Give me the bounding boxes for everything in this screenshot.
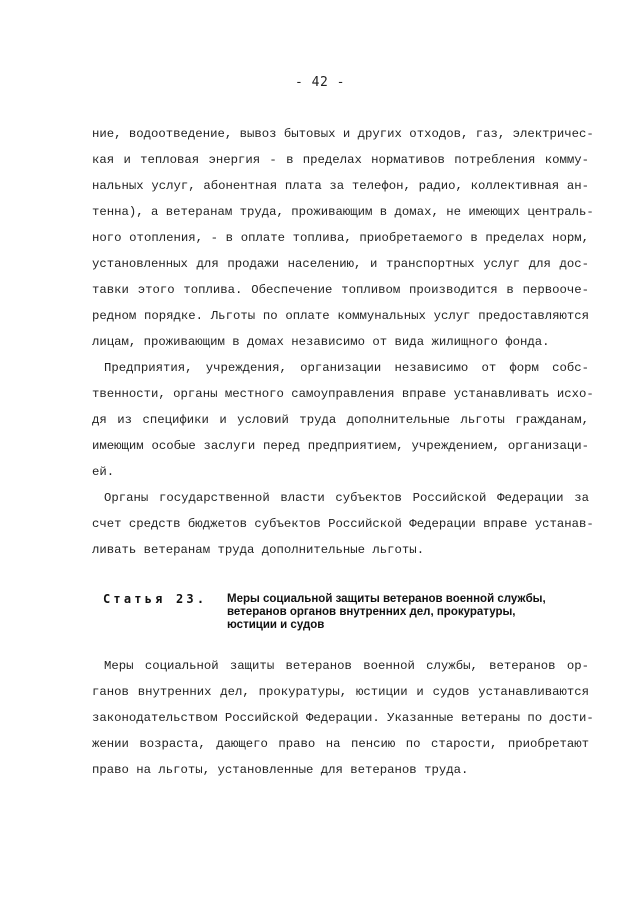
paragraph-enterprises	[92, 355, 594, 485]
article-title-line: ветеранов органов внутренних дел, прокуратуры,	[227, 606, 516, 618]
text-line: дя из специфики и условий труда дополнительные льготы гражданам,	[92, 413, 589, 427]
text-line: имеющим особые заслуги перед предприятием, учреждением, организаци-	[92, 439, 589, 453]
article-title-line: юстиции и судов	[227, 619, 325, 631]
paragraph-state-authorities	[92, 485, 594, 563]
text-line: ганов внутренних дел, прокуратуры, юстиции и судов устанавливаются	[92, 685, 589, 699]
text-line: счет средств бюджетов субъектов Российской Федерации вправе устанав-	[92, 517, 594, 531]
article-label: Статья 23.	[103, 592, 208, 606]
text-line: нальных услуг, абонентная плата за телефон, радио, коллективная ан-	[92, 179, 589, 193]
text-line: ливать ветеранам труда дополнительные льготы.	[92, 543, 425, 557]
text-line: ей.	[92, 465, 115, 479]
paragraph-utilities	[92, 121, 594, 355]
text-line: лицам, проживающим в домах независимо от вида жилищного фонда.	[92, 335, 550, 349]
page-number: - 42 -	[295, 75, 345, 90]
text-line: право на льготы, установленные для ветеранов труда.	[92, 763, 469, 777]
paragraph-military-veterans	[92, 653, 594, 783]
text-line: ного отопления, - в оплате топлива, приобретаемого в пределах норм,	[92, 231, 589, 245]
text-line: жении возраста, дающего право на пенсию по старости, приобретают	[92, 737, 589, 751]
text-line: ние, водоотведение, вывоз бытовых и других отходов, газ, электричес-	[92, 127, 594, 141]
text-line: кая и тепловая энергия - в пределах нормативов потребления комму-	[92, 153, 589, 167]
article-title-line: Меры социальной защиты ветеранов военной службы,	[227, 593, 546, 605]
article-title	[227, 593, 597, 632]
text-line: твенности, органы местного самоуправления вправе устанавливать исхо-	[92, 387, 594, 401]
text-line: тенна), а ветеранам труда, проживающим в домах, не имеющих централь-	[92, 205, 594, 219]
text-line: Меры социальной защиты ветеранов военной службы, ветеранов ор-	[104, 659, 589, 673]
text-line: установленных для продажи населению, и транспортных услуг для дос-	[92, 257, 589, 271]
text-line: Органы государственной власти субъектов Российской Федерации за	[104, 491, 589, 505]
text-line: редном порядке. Льготы по оплате коммунальных услуг предоставляются	[92, 309, 589, 323]
text-line: тавки этого топлива. Обеспечение топливом производится в первооче-	[92, 283, 589, 297]
text-line: законодательством Российской Федерации. Указанные ветераны по дости-	[92, 711, 594, 725]
text-line: Предприятия, учреждения, организации независимо от форм собс-	[104, 361, 589, 375]
